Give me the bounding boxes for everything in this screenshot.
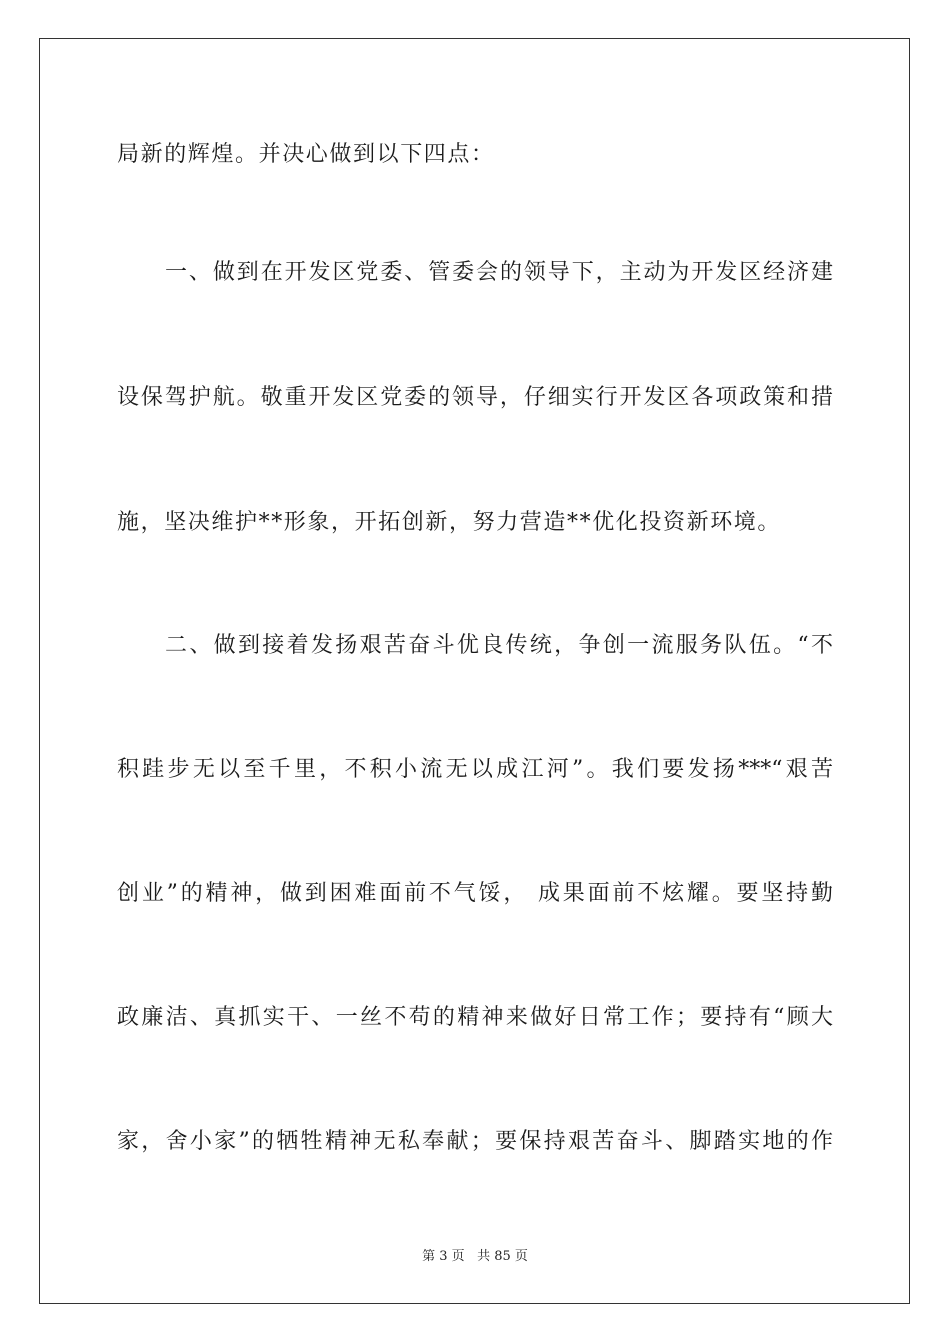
paragraph-line: 设保驾护航。敬重开发区党委的领导，仔细实行开发区各项政策和措 [117, 385, 833, 410]
page-number: 第 3 页 [422, 1249, 465, 1264]
page-total: 共 85 页 [477, 1249, 528, 1264]
paragraph-line: 局新的辉煌。并决心做到以下四点： [117, 142, 495, 167]
paragraph-line: 家，舍小家”的牺牲精神无私奉献；要保持艰苦奋斗、脚踏实地的作 [117, 1129, 833, 1154]
paragraph-line: 积跬步无以至千里，不积小流无以成江河”。我们要发扬***“艰苦 [117, 757, 833, 782]
paragraph-line: 二、做到接着发扬艰苦奋斗优良传统，争创一流服务队伍。“不 [165, 633, 833, 658]
paragraph-line: 施，坚决维护**形象，开拓创新，努力营造**优化投资新环境。 [117, 510, 782, 535]
paragraph-line: 政廉洁、真抓实干、一丝不苟的精神来做好日常工作；要持有“顾大 [117, 1005, 833, 1030]
paragraph-line: 创业”的精神，做到困难面前不气馁， 成果面前不炫耀。要坚持勤 [117, 881, 833, 906]
page-footer [0, 1248, 950, 1266]
page-border [39, 38, 910, 1304]
paragraph-line: 一、做到在开发区党委、管委会的领导下，主动为开发区经济建 [165, 260, 833, 285]
